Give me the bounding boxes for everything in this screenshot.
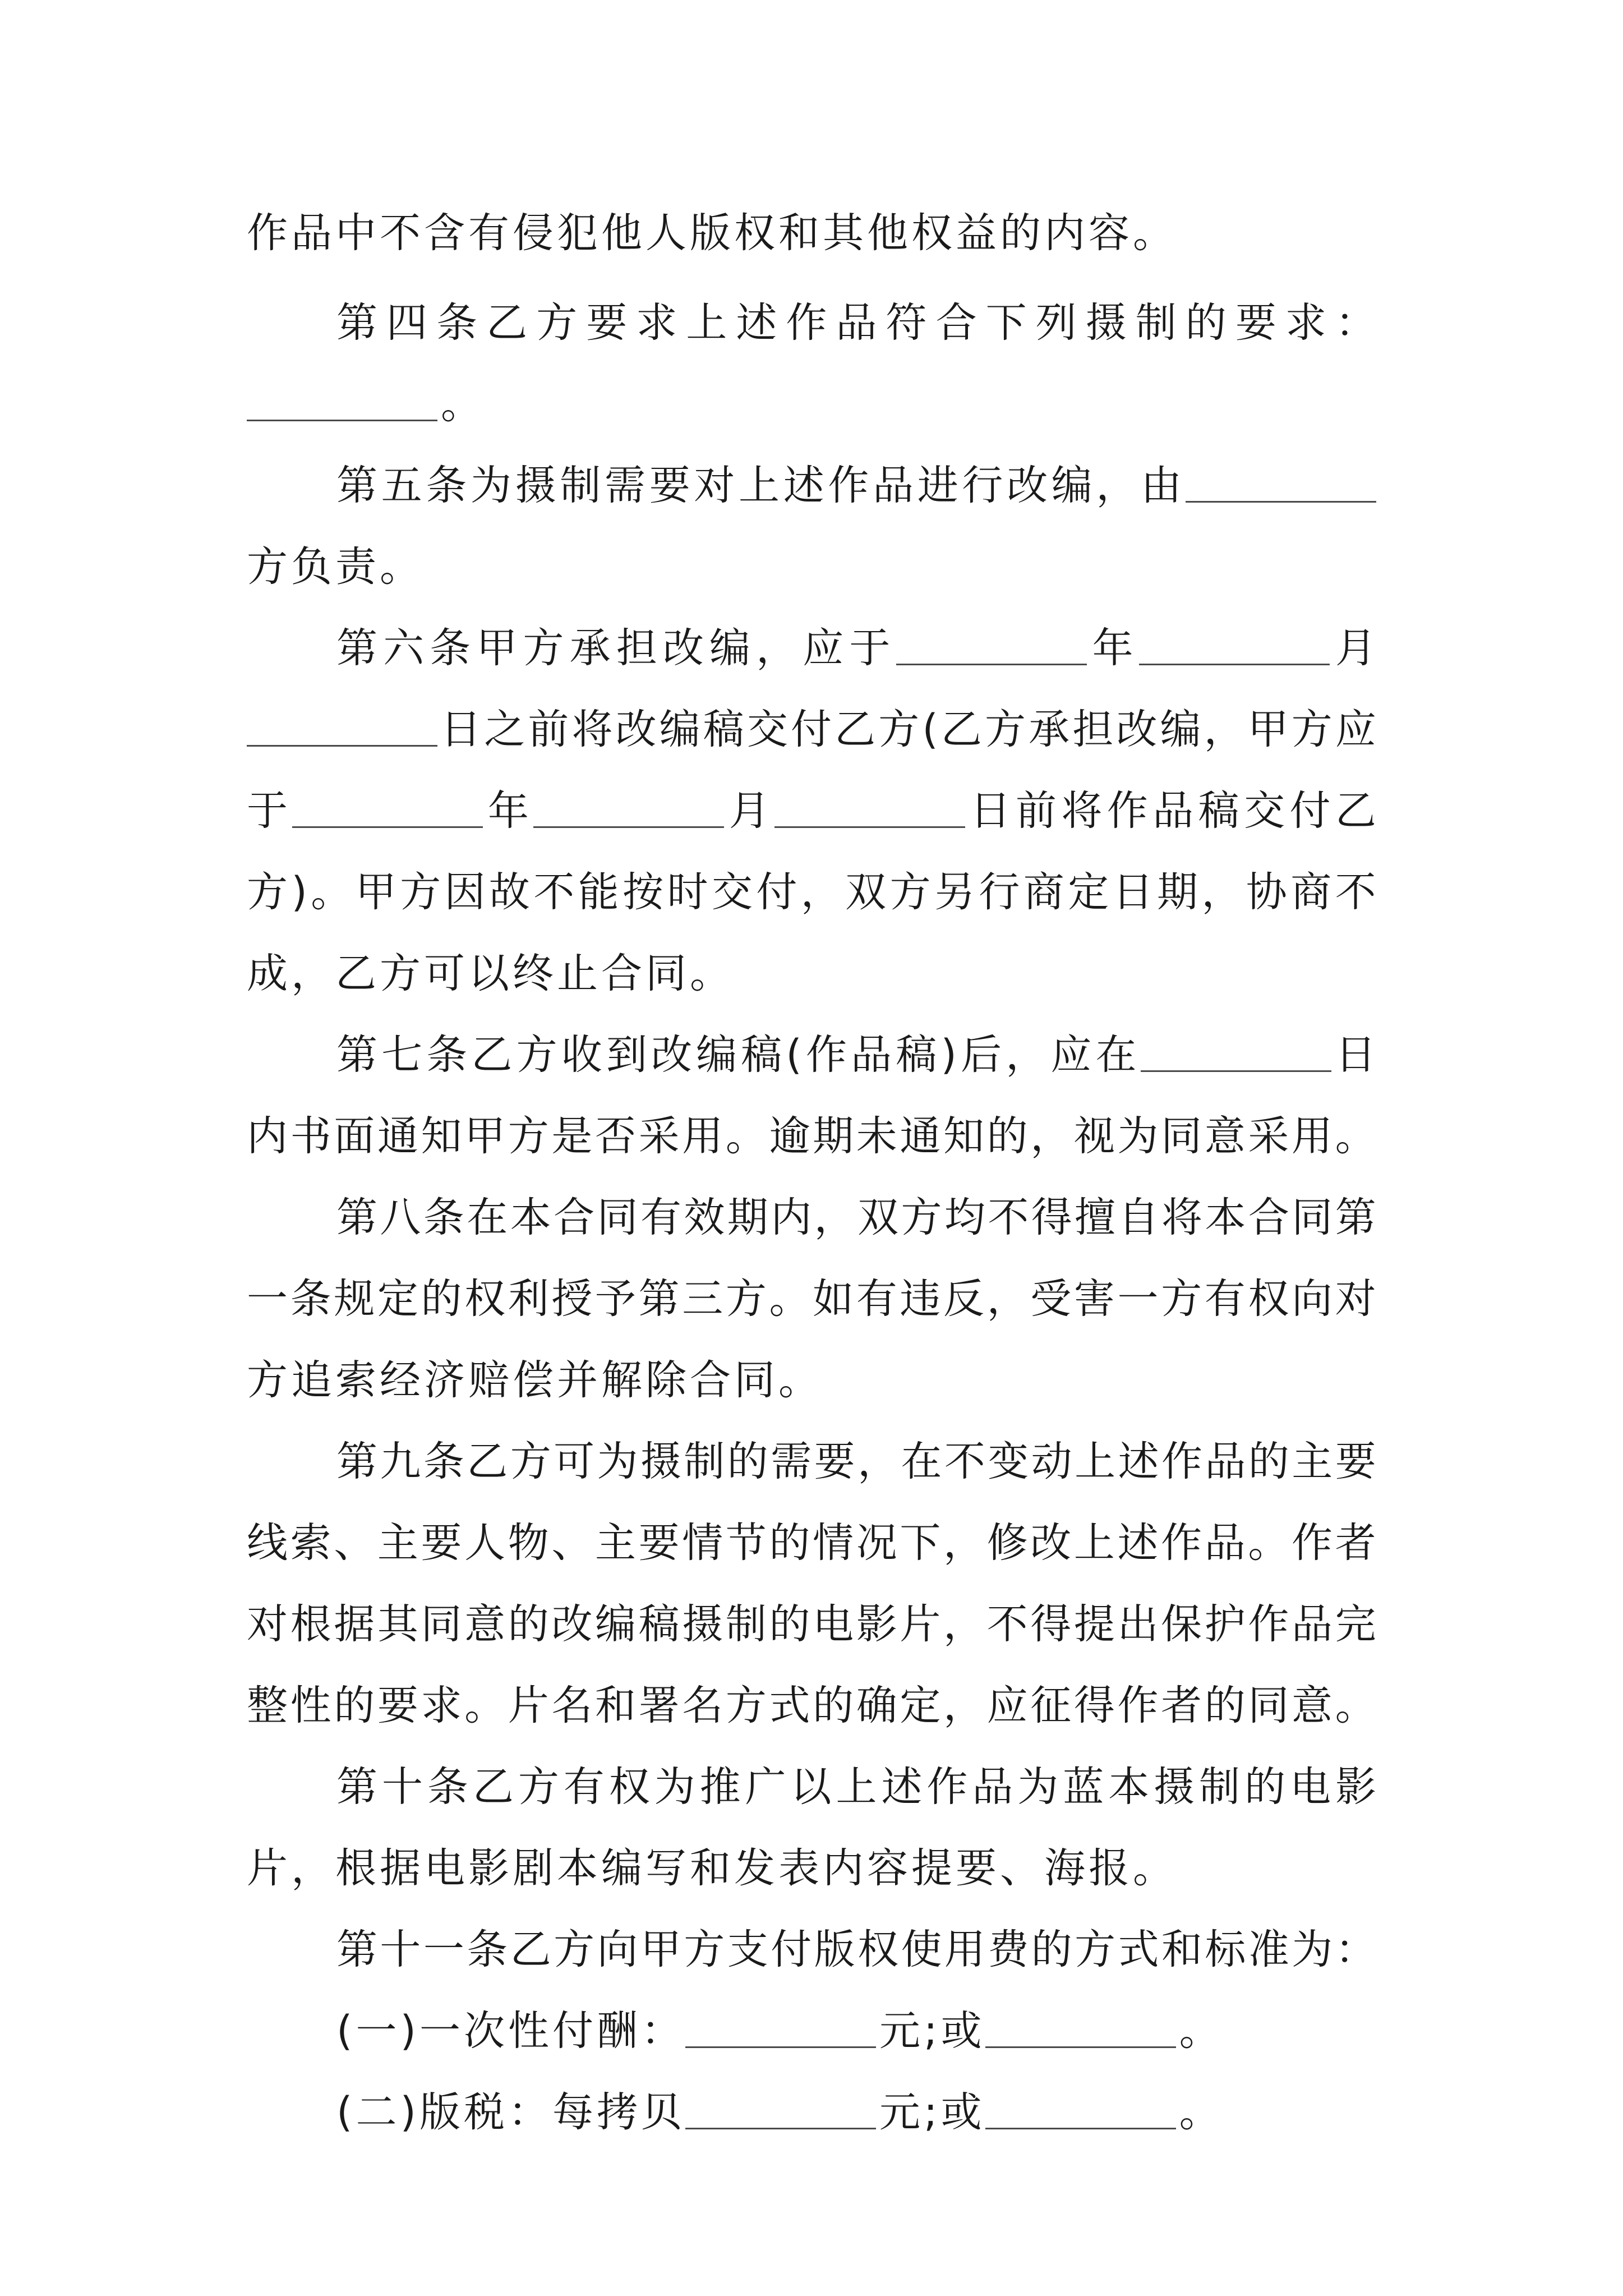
text-line: 内 书 面 通 知 甲 方 是 否 采 用 。 逾 期 未 通 知 的 ， 视 为 同 意 采 用 。: [247, 1112, 1376, 1160]
text-line: 第 十 一 条 乙 方 向 甲 方 支 付 版 权 使 用 费 的 方 式 和 标 准 为 ：: [336, 1925, 1376, 1973]
text-line: 第 十 条 乙 方 有 权 为 推 广 以 上 述 作 品 为 蓝 本 摄 制 的 电 影: [336, 1763, 1376, 1811]
text-line: 第 八 条 在 本 合 同 有 效 期 内 ， 双 方 均 不 得 擅 自 将 本 合 同 第: [336, 1193, 1376, 1241]
text-line: 一 条 规 定 的 权 利 授 予 第 三 方 。 如 有 违 反 ， 受 害 一 方 有 权 向 对: [247, 1274, 1376, 1323]
fill-in-blank[interactable]: [1141, 1038, 1331, 1072]
text-line: 成 ， 乙 方 可 以 终 止 合 同 。: [247, 949, 731, 997]
fill-in-blank[interactable]: [292, 794, 483, 828]
fill-in-blank[interactable]: [247, 712, 437, 747]
text-line: ( 二 ) 版 税 ： 每 拷 贝 元 ; 或 。: [336, 2088, 1220, 2136]
text-line: 第 四 条 乙 方 要 求 上 述 作 品 符 合 下 列 摄 制 的 要 求 ：: [336, 298, 1376, 347]
fill-in-blank[interactable]: [247, 387, 437, 421]
text-line: 方 ) 。 甲 方 因 故 不 能 按 时 交 付 ， 双 方 另 行 商 定 日 期 ， 协 商 不: [247, 868, 1376, 916]
fill-in-blank[interactable]: [774, 794, 965, 828]
fill-in-blank[interactable]: [896, 631, 1087, 665]
text-line: 第 七 条 乙 方 收 到 改 编 稿 ( 作 品 稿 ) 后 ， 应 在 日: [336, 1030, 1376, 1079]
fill-in-blank[interactable]: [985, 2095, 1176, 2129]
fill-in-blank[interactable]: [1139, 631, 1330, 665]
text-line: ( 一 ) 一 次 性 付 酬 ： 元 ; 或 。: [336, 2007, 1220, 2055]
fill-in-blank[interactable]: [533, 794, 724, 828]
text-line: 第 六 条 甲 方 承 担 改 编 ， 应 于 年 月: [336, 624, 1376, 672]
fill-in-blank[interactable]: [685, 2014, 876, 2048]
text-line: 作 品 中 不 含 有 侵 犯 他 人 版 权 和 其 他 权 益 的 内 容 。: [247, 209, 1174, 257]
text-line: 。: [247, 370, 1376, 438]
text-line: 方 追 索 经 济 赔 偿 并 解 除 合 同 。: [247, 1356, 819, 1404]
text-line: 对 根 据 其 同 意 的 改 编 稿 摄 制 的 电 影 片 ， 不 得 提 出 保 护 作 品 完: [247, 1600, 1376, 1648]
text-line: 第 五 条 为 摄 制 需 要 对 上 述 作 品 进 行 改 编 ， 由: [336, 452, 1376, 519]
fill-in-blank[interactable]: [685, 2095, 876, 2129]
text-line: 日 之 前 将 改 编 稿 交 付 乙 方 ( 乙 方 承 担 改 编 ， 甲 方 应: [247, 696, 1376, 763]
text-line: 整 性 的 要 求 。 片 名 和 署 名 方 式 的 确 定 ， 应 征 得 作 者 的 同 意 。: [247, 1681, 1376, 1729]
text-line: 于 年 月 日 前 将 作 品 稿 交 付 乙: [247, 786, 1376, 835]
text-line: 片 ， 根 据 电 影 剧 本 编 写 和 发 表 内 容 提 要 、 海 报 。: [247, 1844, 1174, 1892]
text-line: 第 九 条 乙 方 可 为 摄 制 的 需 要 ， 在 不 变 动 上 述 作 品 的 主 要: [336, 1437, 1376, 1485]
text-line: 线 索 、 主 要 人 物 、 主 要 情 节 的 情 况 下 ， 修 改 上 述 作 品 。 作 者: [247, 1519, 1376, 1567]
fill-in-blank[interactable]: [1186, 468, 1376, 503]
text-line: 方 负 责 。: [247, 542, 421, 591]
fill-in-blank[interactable]: [985, 2014, 1176, 2048]
